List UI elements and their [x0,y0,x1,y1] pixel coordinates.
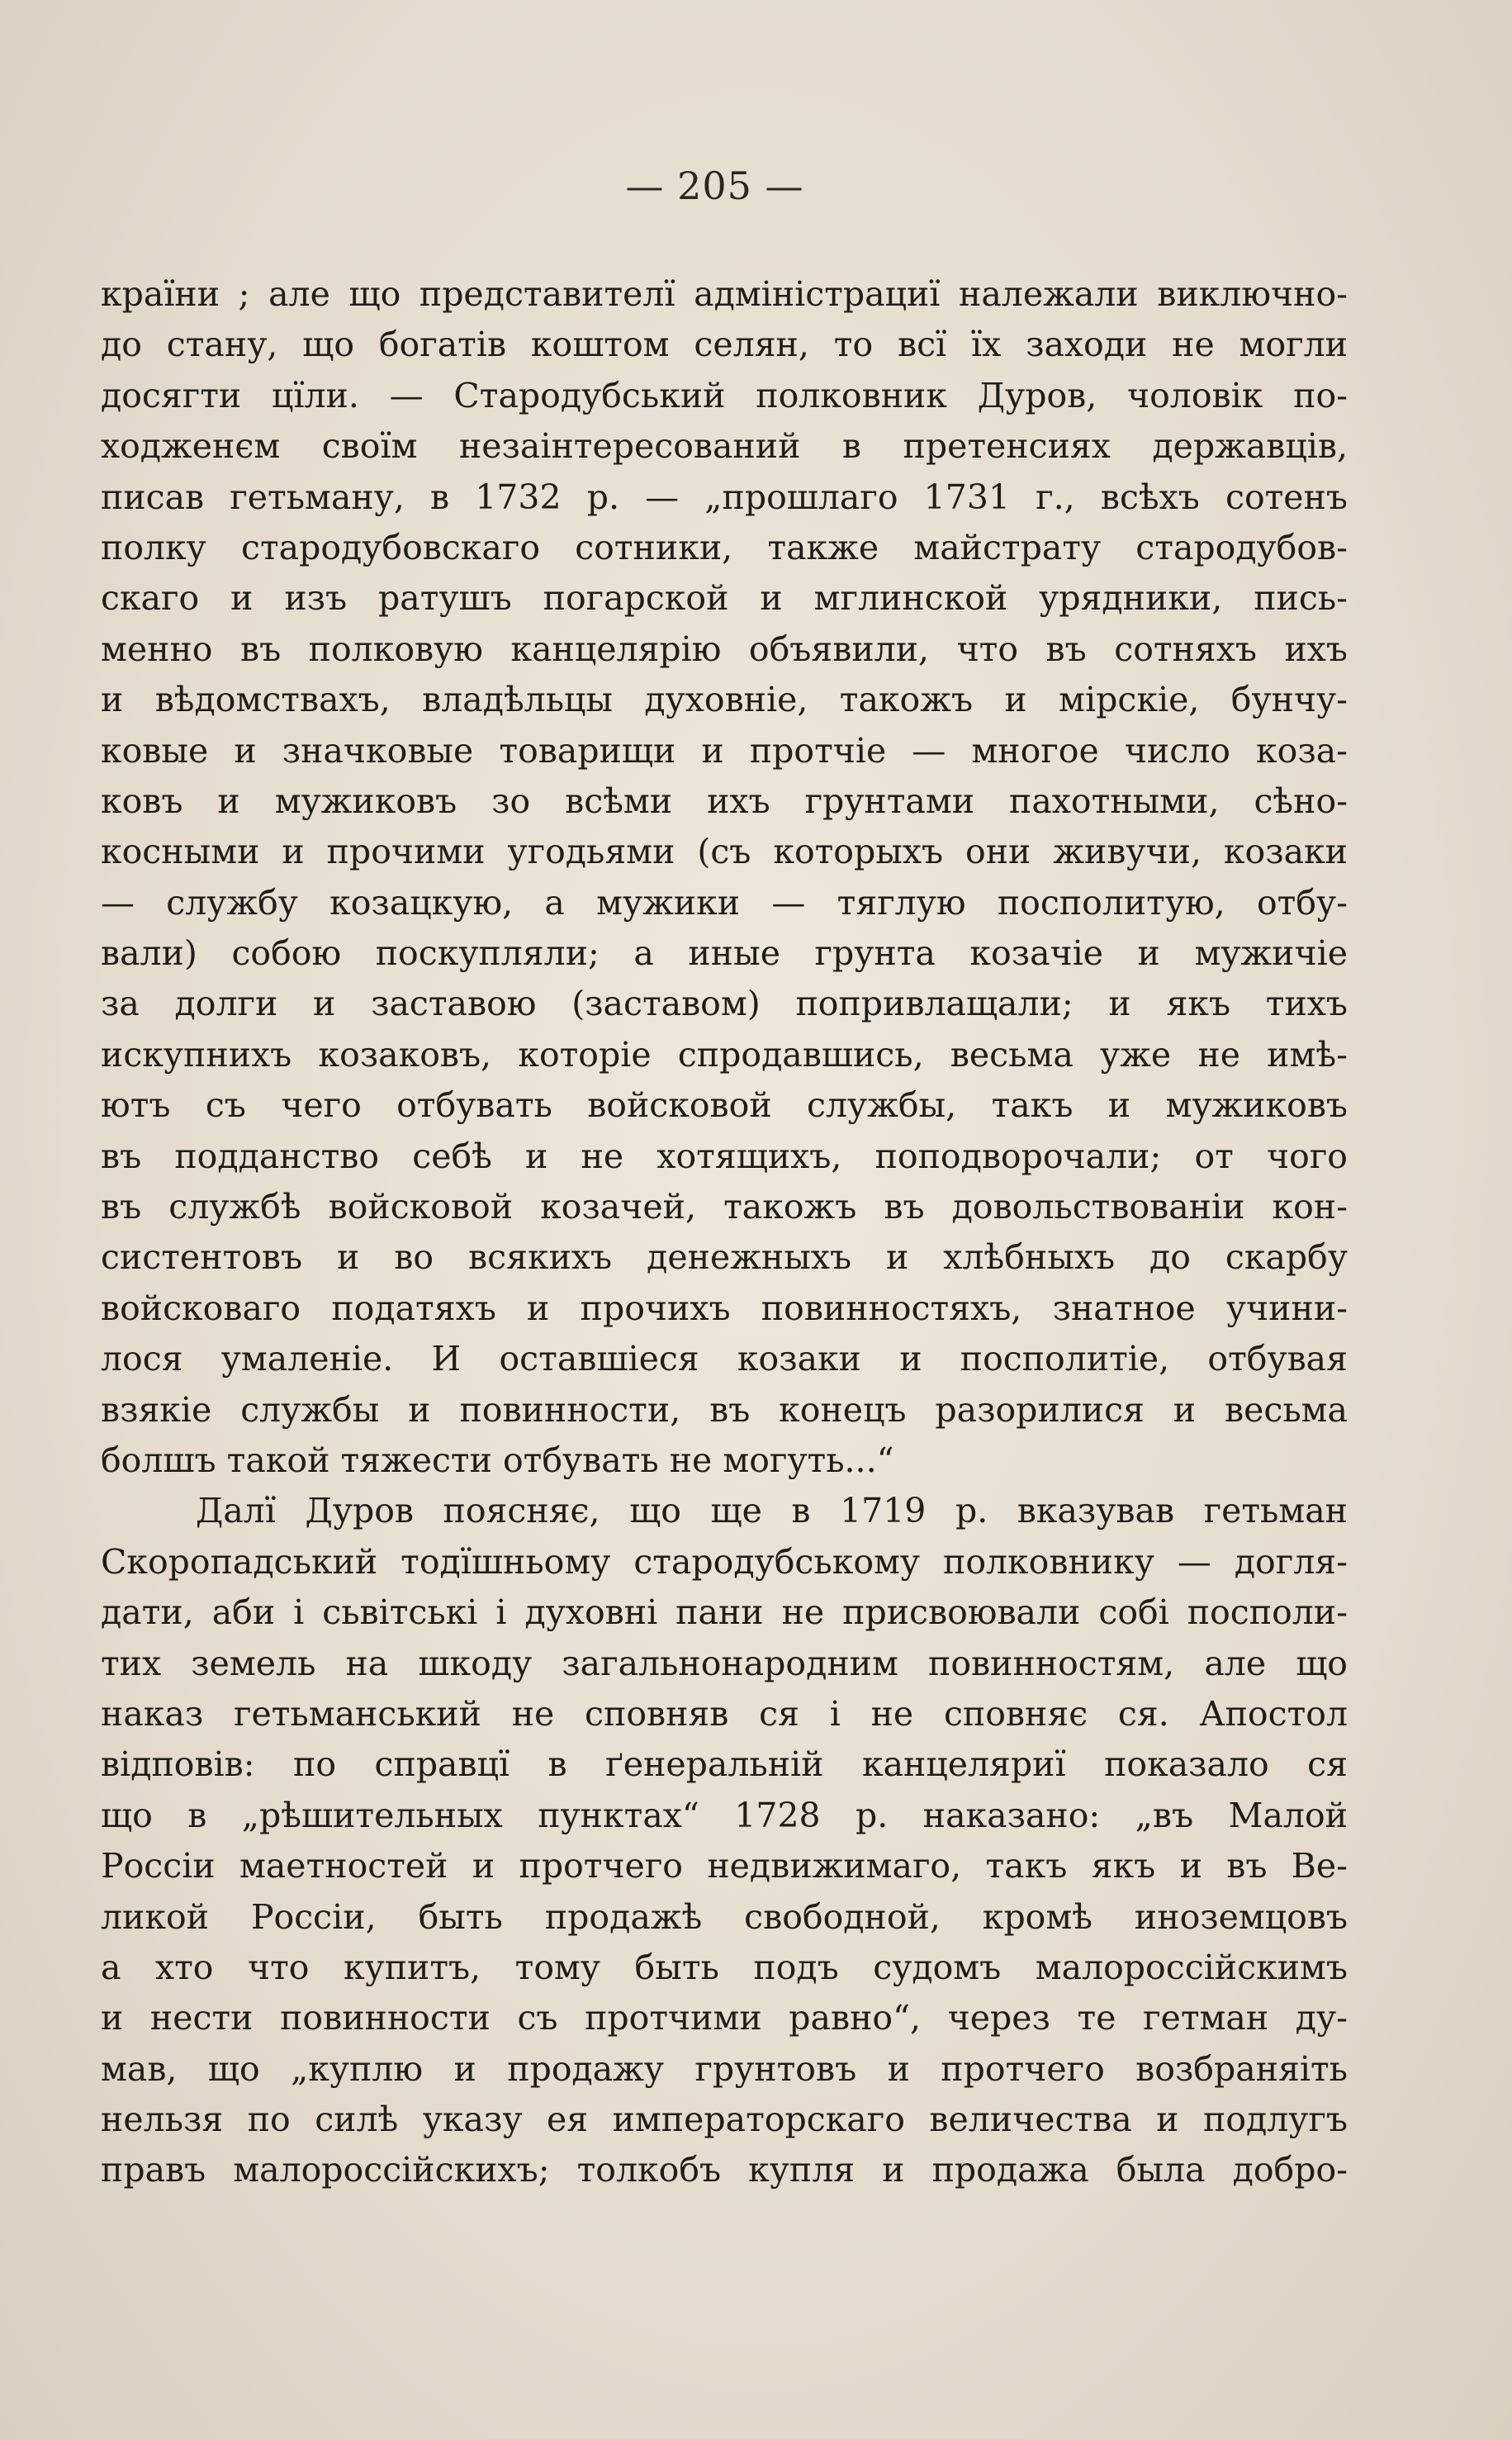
text-line: лося умаленіе. И оставшіеся козаки и посполитіе, отбувая [101,1339,1348,1379]
text-line: и вѣдомствахъ, владѣльцы духовніе, такожъ и мірскіе, бунчу- [101,680,1348,720]
text-line: взякіе службы и повинности, въ конецъ разорилися и весьма [101,1389,1348,1430]
text-line: скаго и изъ ратушъ погарской и мглинской урядники, пись- [101,578,1348,619]
text-line: болшъ такой тяжести отбувать не могуть...“ [101,1440,894,1480]
text-line: косными и прочими угодьями (съ которыхъ они живучи, козаки [101,832,1348,872]
text-line: полку стародубовскаго сотники, также майстрату стародубов- [101,527,1348,567]
text-line: ковъ и мужиковъ зо всѣми ихъ грунтами пахотными, сѣно- [101,781,1348,821]
text-line: писав гетьману, в 1732 р. — „прошлаго 1731 г., всѣхъ сотенъ [101,477,1348,517]
text-line: дати, аби і сьвітські і духовні пани не присвоювали собі посполи- [101,1592,1348,1633]
text-line: мав, що „куплю и продажу грунтовъ и протчего возбраняіть [101,2048,1348,2089]
text-line: въ службѣ войсковой козачей, такожъ въ довольствованіи кон- [101,1187,1348,1227]
text-line: до стану, що богатів коштом селян, то всї їх заходи не могли [101,325,1348,365]
text-line: нельзя по силѣ указу ея императорскаго величества и подлугъ [101,2100,1348,2140]
text-line: ходженєм своїм незаінтересований в претенсиях державців, [101,426,1348,467]
text-line: ликой Россіи, быть продажѣ свободной, кромѣ иноземцовъ [101,1896,1348,1937]
text-line: Далї Дуров поясняє, що ще в 1719 р. вказував гетьман [196,1491,1348,1531]
text-line: що в „рѣшительных пунктах“ 1728 р. наказано: „въ Малой [101,1795,1348,1835]
page-number: — 205 — [625,164,804,208]
text-line: Скоропадський тодїшньому стародубському полковнику — догля- [101,1541,1348,1582]
text-line: искупнихъ козаковъ, которіе спродавшись, весьма уже не имѣ- [101,1034,1348,1075]
text-line: менно въ полковую канцелярію объявили, что въ сотняхъ ихъ [101,629,1348,669]
text-line: въ подданство себѣ и не хотящихъ, поподворочали; от чого [101,1136,1348,1176]
text-line: правъ малороссійскихъ; толкобъ купля и продажа была добро- [101,2150,1348,2190]
text-line: досягти цїли. — Стародубський полковник Дуров, чоловік по- [101,375,1348,415]
text-line: Россіи маетностей и протчего недвижимаго, такъ якъ и въ Ве- [101,1846,1348,1886]
text-line: — службу козацкую, а мужики — тяглую посполитую, отбу- [101,882,1348,923]
text-line: и нести повинности съ протчими равно“, через те гетман ду- [101,1998,1348,2038]
text-line: ютъ съ чего отбувать войсковой службы, такъ и мужиковъ [101,1085,1348,1126]
body-text [101,269,1348,2196]
text-line: вали) собою поскупляли; а иные грунта козачіе и мужичіе [101,933,1348,974]
text-line: за долги и заставою (заставом) попривлащали; и якъ тихъ [101,984,1348,1024]
text-line: а хто что купитъ, тому быть подъ судомъ малороссійскимъ [101,1947,1348,1987]
text-line: ковые и значковые товарищи и протчіе — многое число коза- [101,730,1348,771]
text-line: відповів: по справцї в ґенеральній канцеляриї показало ся [101,1744,1348,1785]
text-line: країни ; але що представителї адміністрациї належали виключно- [101,274,1348,314]
text-line: войсковаго податяхъ и прочихъ повинностяхъ, знатное учини- [101,1288,1348,1328]
text-line: систентовъ и во всякихъ денежныхъ и хлѣбныхъ до скарбу [101,1237,1348,1278]
text-line: наказ гетьманський не сповняв ся і не сповняє ся. Апостол [101,1693,1348,1734]
text-line: тих земель на шкоду загальнонародним повинностям, але що [101,1643,1348,1683]
